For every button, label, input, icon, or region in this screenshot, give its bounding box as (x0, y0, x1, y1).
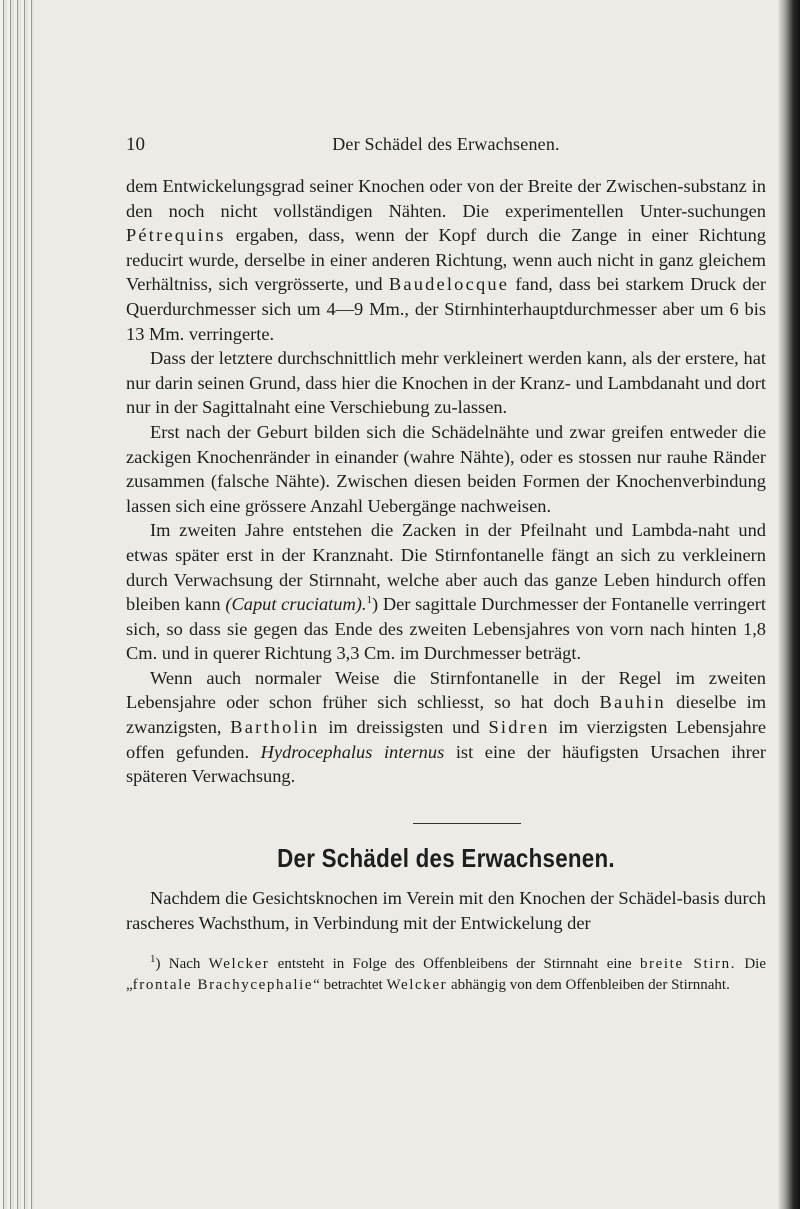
page-left-edge (0, 0, 34, 1209)
section-heading: Der Schädel des Erwachsenen. (277, 843, 615, 873)
paragraph-5-text-c: im dreissigsten und (319, 717, 489, 738)
paragraph-5-text-d: im vierzigsten Lebensjahre offen gefunden. (126, 717, 766, 762)
latin-term-hydrocephalus: Hydrocephalus internus (260, 741, 445, 762)
author-name-petrequin: Pétrequins (126, 225, 226, 246)
page-number: 10 (126, 134, 145, 155)
section-paragraph-1: Nachdem die Gesichtsknochen im Verein mit den Knochen der Schädel-basis durch rascheres Wachsthum, in Verbindung mit der Entwickelung der (126, 888, 766, 933)
author-name-baudelocque: Baudelocque (388, 274, 510, 295)
paragraph-2: Dass der letztere durchschnittlich mehr verkleinert werden kann, als der erstere, hat nur darin seinen Grund, dass hier die Knochen in der Kranz- und Lambdanaht und dort nur in der Sagittalnaht eine Verschiebung zu-lassen. (126, 348, 766, 418)
footnote-text-e: abhängig von dem Offenbleiben der Stirnnaht. (447, 976, 730, 993)
footnote (126, 954, 766, 995)
paragraph-1 (126, 174, 766, 346)
paragraph-5-text-b: dieselbe im zwanzigsten, (126, 692, 767, 738)
footnote-marker: 1 (150, 953, 156, 965)
latin-term-caput-cruciatum: (Caput cruciatum). (225, 594, 367, 615)
footnote-text-a: ) Nach (155, 956, 209, 972)
paragraph-5-text-a: Wenn auch normaler Weise die Stirnfontanelle in der Regel im zweiten Lebensjahre oder schon früher sich schliesst, so hat doch (126, 667, 766, 713)
paragraph-1-text-a: dem Entwickelungsgrad seiner Knochen oder von der Breite der Zwischen-substanz in den noch nicht vollständigen Nähten. Die experimentellen Unter-suchungen (126, 176, 766, 221)
running-title: Der Schädel des Erwachsenen. (332, 134, 560, 154)
author-name-sidren: Sidren (488, 717, 550, 738)
paragraph-4-text-a: Im zweiten Jahre entstehen die Zacken in der Pfeilnaht und Lambda-naht und etwas später erst in der Kranznaht. Die Stirnfontanelle fängt an sich zu verkleinern durch Verwachsung der Stirnnaht, welche aber auch das ganze Leben hindurch offen bleiben kann (126, 520, 766, 615)
footnote-text-d: “ betrachtet (313, 976, 387, 993)
section-divider (413, 823, 521, 824)
term-breite-stirn: breite Stirn. (639, 956, 737, 972)
body-text (126, 174, 766, 789)
term-frontale-brachycephalie: frontale Brachycephalie (132, 976, 314, 993)
author-name-bartholin: Bartholin (230, 717, 320, 738)
paragraph-5 (126, 666, 766, 789)
page-header (126, 134, 766, 160)
paragraph-3: Erst nach der Geburt bilden sich die Schädelnähte und zwar greifen entweder die zackigen Knochenränder in einander (wahre Nähte), oder es stossen nur rauhe Ränder zusammen (falsche Nähte). Zwischen diesen beiden Formen der Knochenverbindung lassen sich eine grössere Anzahl Uebergänge nachweisen. (126, 421, 766, 516)
footnote-text-c: Die „ (126, 956, 766, 993)
paragraph-1-text-c: fand, dass bei starkem Druck der Querdurchmesser sich um 4—9 Mm., der Stirnhinterhauptdurchmesser aber um 6 bis 13 Mm. verringerte. (126, 274, 766, 344)
paragraph-5-text-e: ist eine der häufigsten Ursachen ihrer späteren Verwachsung. (126, 741, 766, 787)
page-right-edge-shadow (778, 0, 800, 1209)
paragraph-4 (126, 518, 766, 666)
footnote-reference[interactable]: 1 (366, 593, 372, 606)
author-name-welcker: Welcker (208, 956, 270, 972)
paragraph-1-text-b: ergaben, dass, wenn der Kopf durch die Zange in einer Richtung reducirt wurde, derselbe in einer anderen Richtung, wenn auch nicht in ganz gleichem Verhältniss, sich vergrösserte, und (126, 225, 766, 295)
footnote-text-b: entsteht in Folge des Offenbleibens der Stirnnaht eine (269, 956, 640, 972)
author-name-welcker-2: Welcker (386, 976, 448, 993)
footnote-text (126, 954, 766, 995)
paragraph-4-text-b: ) Der sagittale Durchmesser der Fontanelle verringert sich, so dass sie gegen das Ende des zweiten Lebensjahres von vorn nach hinten 1,8 Cm. und in querer Richtung 3,3 Cm. im Durchmesser beträgt. (126, 594, 767, 664)
author-name-bauhin: Bauhin (599, 692, 666, 713)
section-text (126, 886, 766, 935)
